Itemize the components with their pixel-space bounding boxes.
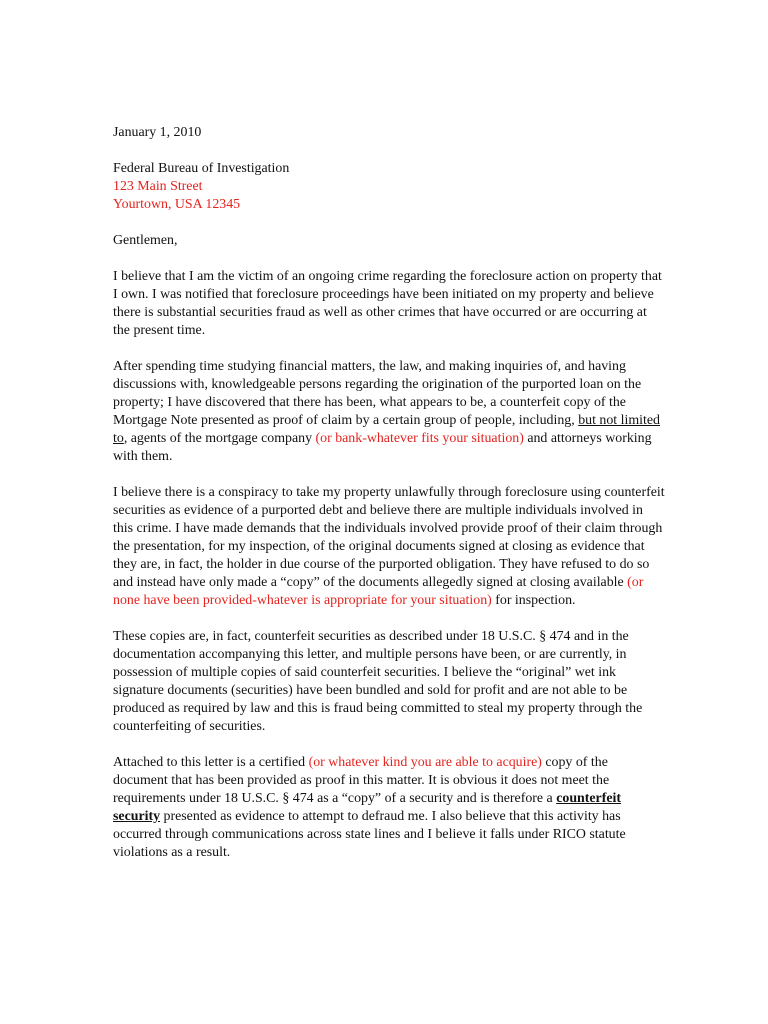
recipient-street: 123 Main Street — [113, 179, 203, 194]
paragraph-3-placeholder-note: (or none have been provided-whatever is appropriate for your situation) — [113, 575, 644, 608]
paragraph-1: I believe that I am the victim of an ongoing crime regarding the foreclosure action on property that I own. I was notified that foreclosure proceedings have been initiated on my property and believe there is substantial securities fraud as well as other crimes that have occurred or are occurring at the present time. — [113, 269, 662, 338]
paragraph-2-placeholder-note: (or bank-whatever fits your situation) — [315, 431, 524, 446]
paragraph-5-text-b: copy of the document that has been provided as proof in this matter. It is obvious it does not meet the requirements under 18 U.S.C. § 474 as a “copy” of a security and is therefore a — [113, 755, 610, 806]
paragraph-4: These copies are, in fact, counterfeit securities as described under 18 U.S.C. § 474 and in the documentation accompanying this letter, and multiple persons have been, or are currently, in possession of multiple copies of said counterfeit securities. I believe the “original” wet ink signature documents (securities) have been bundled and sold for profit and are not able to be produced as required by law and this is fraud being committed to steal my property through the counterfeiting of securities. — [113, 629, 643, 734]
recipient-city: Yourtown, USA 12345 — [113, 197, 241, 212]
recipient-name: Federal Bureau of Investigation — [113, 161, 290, 176]
paragraph-2-text-a: After spending time studying financial matters, the law, and making inquiries of, and having discussions with, knowledgeable persons regarding the origination of the purported loan on the property; I have discovered that there has been, what appears to be, a counterfeit copy of the Mortgage Note presented as proof of claim by a certain group of people, including, — [113, 359, 642, 428]
letter-date: January 1, 2010 — [113, 125, 202, 140]
paragraph-5-text-c: presented as evidence to attempt to defraud me. I also believe that this activity has occurred through communications across state lines and I believe it falls under RICO statute violations as a result. — [113, 809, 626, 860]
paragraph-2 — [113, 358, 665, 466]
paragraph-5-emphasis: counterfeit security — [113, 791, 621, 824]
paragraph-5-placeholder-note: (or whatever kind you are able to acquire) — [308, 755, 542, 770]
paragraph-3 — [113, 484, 665, 610]
paragraph-2-underlined: but not limited to — [113, 413, 660, 446]
paragraph-2-text-c: and attorneys working with them. — [113, 431, 652, 464]
letter-body — [113, 124, 665, 880]
recipient-address — [113, 160, 665, 214]
paragraph-3-text-a: I believe there is a conspiracy to take my property unlawfully through foreclosure using counterfeit securities as evidence of a purported debt and believe there are multiple individuals involved in this crime. I have made demands that the individuals involved provide proof of their claim through the presentation, for my inspection, of the original documents signed at closing as evidence that they are, in fact, the holder in due course of the purported obligation. They have refused to do so and instead have only made a “copy” of the documents allegedly signed at closing available — [113, 485, 665, 590]
paragraph-2-text-b: , agents of the mortgage company — [123, 431, 316, 446]
salutation: Gentlemen, — [113, 233, 178, 248]
paragraph-5-text-a: Attached to this letter is a certified — [113, 755, 309, 770]
paragraph-3-text-b: for inspection. — [491, 593, 576, 608]
paragraph-5 — [113, 754, 665, 862]
